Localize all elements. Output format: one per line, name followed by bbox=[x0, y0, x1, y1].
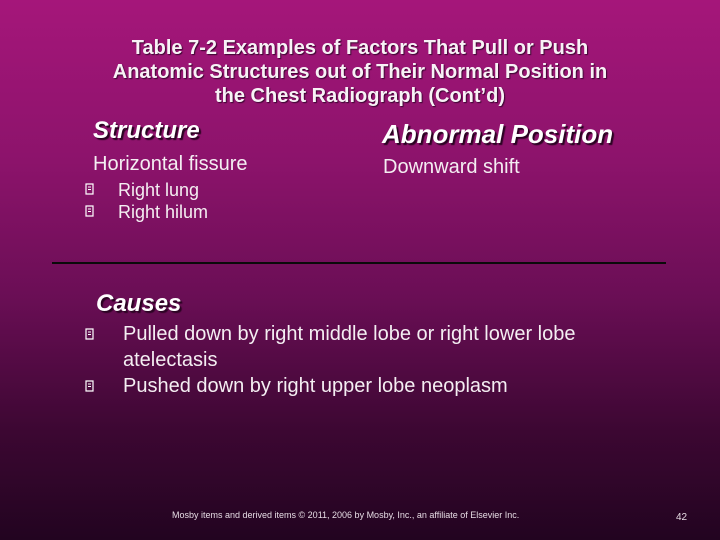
list-item bbox=[84, 321, 644, 373]
structure-cell: Horizontal fissure bbox=[93, 153, 248, 175]
table-divider-line bbox=[52, 262, 666, 264]
list-item bbox=[84, 179, 208, 201]
structure-sub-list bbox=[84, 179, 208, 223]
sub-item-right-lung: Right lung bbox=[118, 180, 200, 200]
list-item bbox=[84, 201, 208, 223]
cause-item-pulled-down: Pulled down by right middle lobe or right lower lobe atelectasis bbox=[123, 323, 576, 371]
page-curl-bullet-icon bbox=[84, 328, 96, 340]
page-curl-bullet-icon bbox=[84, 380, 96, 392]
title-line-2: Anatomic Structures out of Their Normal Position in bbox=[112, 61, 608, 83]
abnormal-position-cell: Downward shift bbox=[383, 156, 520, 178]
causes-heading: Causes bbox=[96, 290, 182, 317]
list-item bbox=[84, 373, 644, 399]
title-line-1: Table 7-2 Examples of Factors That Pull or Push bbox=[131, 37, 589, 59]
causes-list bbox=[84, 321, 644, 399]
slide-title bbox=[30, 36, 690, 108]
page-curl-bullet-icon bbox=[84, 205, 96, 217]
copyright-footer: Mosby items and derived items © 2011, 2006 by Mosby, Inc., an affiliate of Elsevier Inc. bbox=[172, 510, 520, 520]
title-line-3: the Chest Radiograph (Cont’d) bbox=[215, 85, 505, 107]
page-curl-bullet-icon bbox=[84, 183, 96, 195]
sub-item-right-hilum: Right hilum bbox=[118, 202, 209, 222]
abnormal-position-column-header: Abnormal Position bbox=[382, 119, 614, 149]
structure-column-header: Structure bbox=[93, 117, 200, 144]
page-number: 42 bbox=[676, 512, 688, 523]
cause-item-pushed-down: Pushed down by right upper lobe neoplasm bbox=[123, 375, 508, 397]
